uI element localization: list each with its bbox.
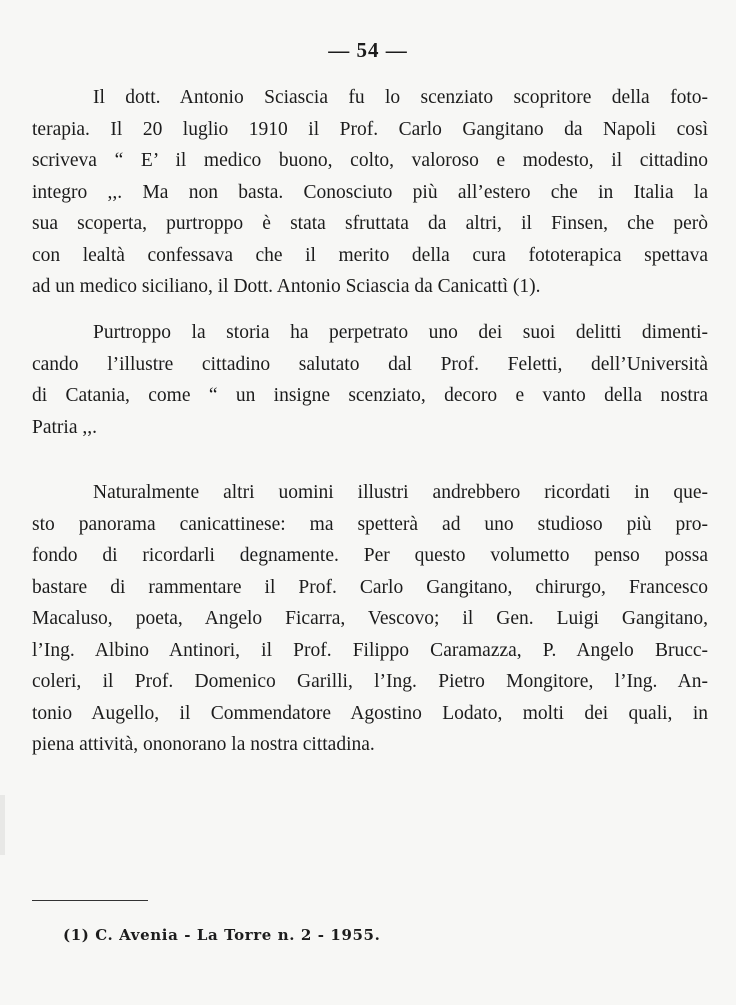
footnote: (1) C. Avenia - La Torre n. 2 - 1955. — [63, 926, 381, 944]
text-line: Naturalmente altri uomini illustri andrebbero ricordati in que- — [93, 482, 708, 503]
text-line: l’Ing. Albino Antinori, il Prof. Filippo Caramazza, P. Angelo Brucc- — [32, 639, 708, 661]
text-line: terapia. Il 20 luglio 1910 il Prof. Carlo Gangitano da Napoli così — [32, 118, 708, 140]
text-line: Il dott. Antonio Sciascia fu lo scenziato scopritore della foto- — [93, 87, 708, 108]
text-line: scriveva “ E’ il medico buono, colto, valoroso e modesto, il cittadino — [32, 150, 708, 171]
text-line: integro ,,. Ma non basta. Conosciuto più all’estero che in Italia la — [32, 181, 708, 203]
text-line: di Catania, come “ un insigne scenziato, decoro e vanto della nostra — [32, 385, 708, 406]
text-line: con lealtà confessava che il merito della cura fototerapica spettava — [32, 244, 708, 266]
text-line: cando l’illustre cittadino salutato dal Prof. Feletti, dell’Università — [32, 353, 708, 375]
text-line: Patria ,,. — [32, 416, 97, 438]
text-line: piena attività, ononorano la nostra cittadina. — [32, 734, 375, 755]
page-number: — 54 — — [328, 38, 408, 62]
text-line: coleri, il Prof. Domenico Garilli, l’Ing. Pietro Mongitore, l’Ing. An- — [32, 671, 708, 692]
footnote-divider — [32, 900, 148, 901]
paragraph-3 — [32, 477, 708, 761]
scan-edge-shadow — [0, 795, 5, 855]
text-line: Macaluso, poeta, Angelo Ficarra, Vescovo; il Gen. Luigi Gangitano, — [32, 608, 708, 629]
text-line: ad un medico siciliano, il Dott. Antonio Sciascia da Canicattì (1). — [32, 276, 541, 297]
text-line: bastare di rammentare il Prof. Carlo Gangitano, chirurgo, Francesco — [32, 576, 708, 598]
text-line: fondo di ricordarli degnamente. Per questo volumetto penso possa — [32, 545, 708, 566]
text-line: Purtroppo la storia ha perpetrato uno dei suoi delitti dimenti- — [93, 322, 708, 343]
text-line: tonio Augello, il Commendatore Agostino Lodato, molti dei quali, in — [32, 702, 708, 724]
text-line: sto panorama canicattinese: ma spetterà ad uno studioso più pro- — [32, 513, 708, 535]
paragraph-1 — [32, 82, 708, 303]
text-line: sua scoperta, purtroppo è stata sfruttata da altri, il Finsen, che però — [32, 213, 708, 234]
paragraph-2 — [32, 317, 708, 443]
